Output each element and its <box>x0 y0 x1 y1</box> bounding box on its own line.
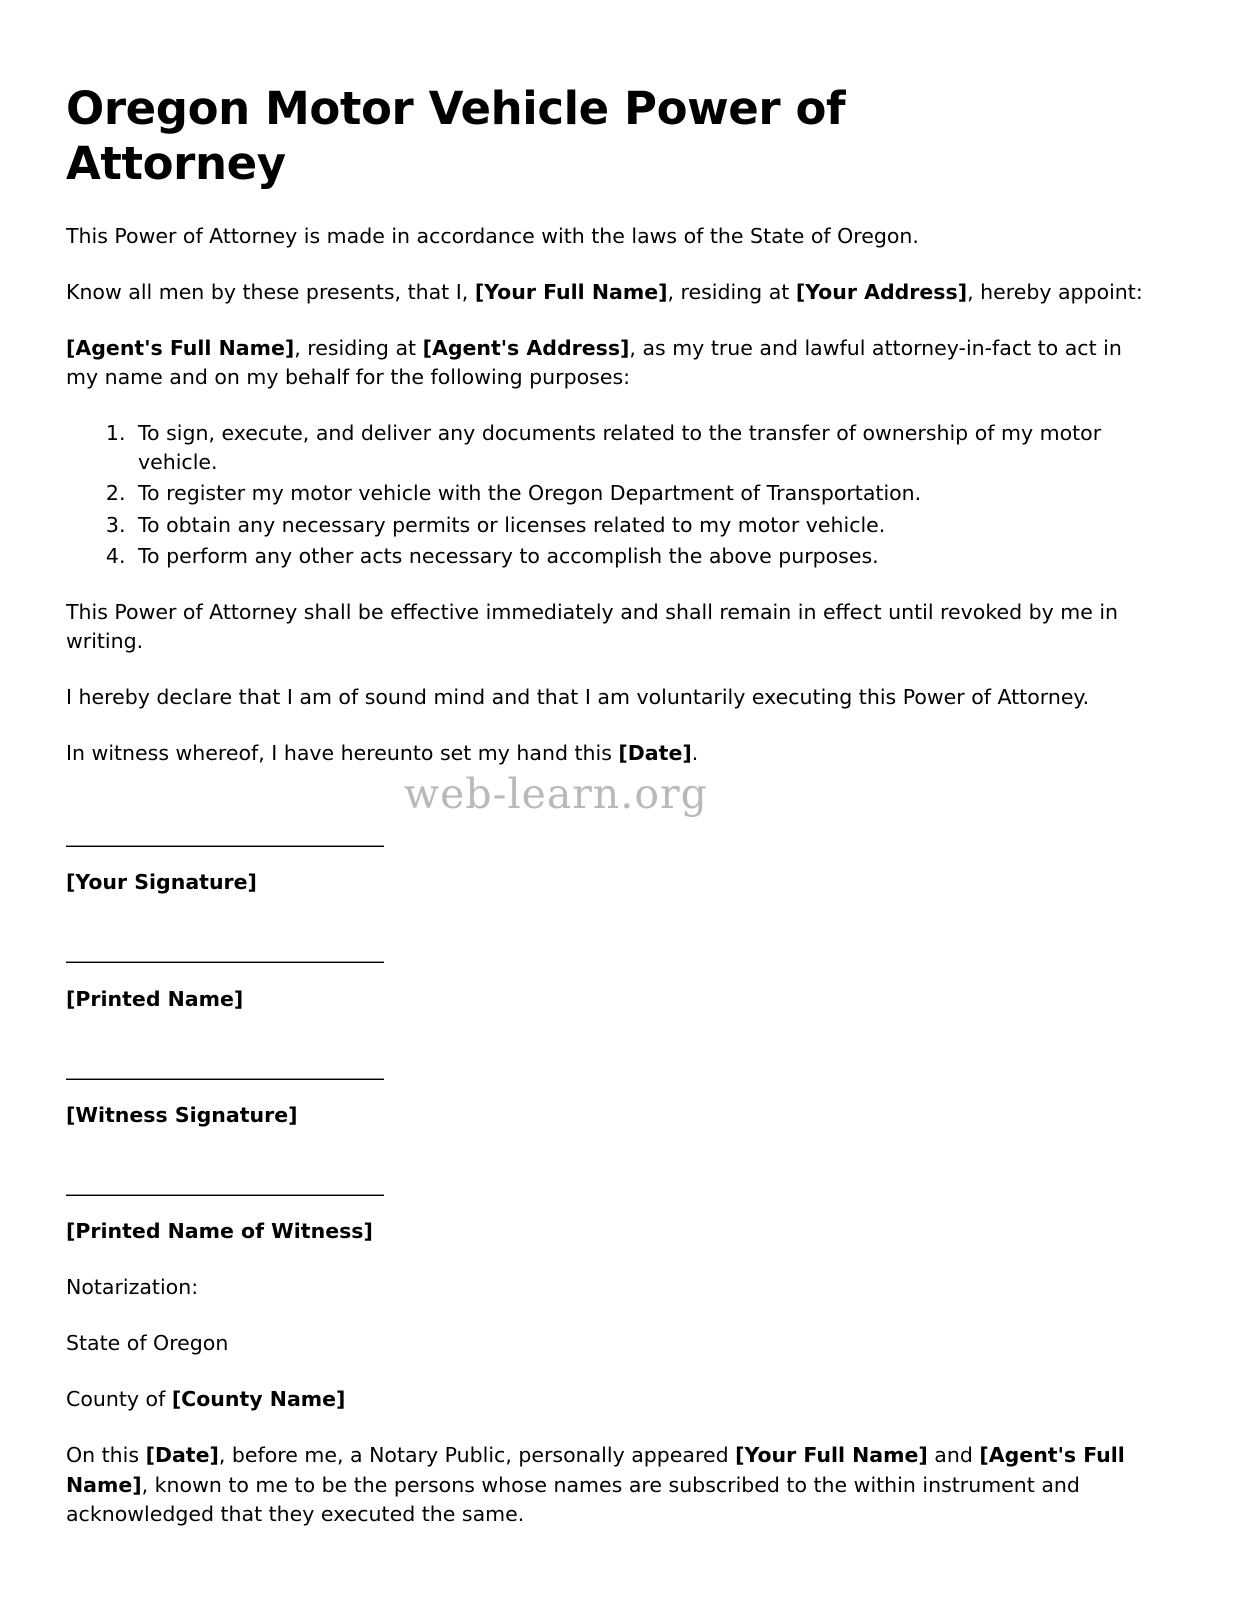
signature-block-printed-name-witness <box>66 1170 1169 1246</box>
list-item: 2. To register my motor vehicle with the Oregon Department of Transportation. <box>132 479 1169 508</box>
grantor-text-2: , residing at <box>667 279 796 304</box>
notarization-statement <box>66 1441 1156 1528</box>
agent-paragraph <box>66 334 1156 392</box>
grantor-paragraph <box>66 278 1156 307</box>
notary-text-2: , before me, a Notary Public, personally appeared <box>218 1443 736 1468</box>
declaration-clause-paragraph: I hereby declare that I am of sound mind and that I am voluntarily executing this Power of Attorney. <box>66 684 1090 709</box>
notarization-county-line <box>66 1385 1156 1414</box>
notary-grantor-name-placeholder: [Your Full Name] <box>735 1443 928 1468</box>
signature-label: [Printed Name of Witness] <box>66 1218 373 1243</box>
agent-text-1: , residing at <box>294 336 423 360</box>
notary-text-3: and <box>927 1443 980 1468</box>
list-item: 3. To obtain any necessary permits or licenses related to my motor vehicle. <box>132 511 1169 540</box>
county-label: County of <box>66 1387 172 1412</box>
grantor-text-1: Know all men by these presents, that I, <box>66 279 475 304</box>
signature-block-printed-name <box>66 937 1169 1013</box>
witness-clause-paragraph <box>66 739 1156 768</box>
agent-name-placeholder: [Agent's Full Name] <box>66 336 295 360</box>
notarization-state-line: State of Oregon <box>66 1331 229 1356</box>
signature-label: [Printed Name] <box>66 986 244 1011</box>
agent-text-2: , as my true and lawful attorney-in-fact to act in my name and on my behalf for the following purposes: <box>66 336 1122 390</box>
site-watermark: web-learn.org <box>404 770 708 818</box>
list-item: 4. To perform any other acts necessary to accomplish the above purposes. <box>132 542 1169 571</box>
witness-date-placeholder: [Date] <box>618 741 692 766</box>
signature-rule: _______________________________ <box>66 1171 384 1196</box>
signature-block-witness-signature <box>66 1054 1169 1130</box>
agent-address-placeholder: [Agent's Address] <box>422 336 630 360</box>
effective-clause-paragraph: This Power of Attorney shall be effective immediately and shall remain in effect until revoked by me in writing. <box>66 599 1119 653</box>
list-item: 1. To sign, execute, and deliver any documents related to the transfer of ownership of my motor vehicle. <box>132 419 1169 477</box>
notary-text-4: , known to me to be the persons whose names are subscribed to the within instrument and acknowledged that they executed the same. <box>66 1472 1080 1526</box>
grantor-address-placeholder: [Your Address] <box>795 279 968 304</box>
signature-rule: _______________________________ <box>66 823 384 848</box>
signature-label: [Witness Signature] <box>66 1102 298 1127</box>
county-name-placeholder: [County Name] <box>171 1387 346 1412</box>
notary-agent-name-placeholder: [Agent's Full Name] <box>66 1443 1125 1497</box>
witness-text-2: . <box>691 741 699 766</box>
document-content <box>66 82 1169 1529</box>
notarization-heading: Notarization: <box>66 1275 199 1300</box>
signature-block-your-signature <box>66 821 1169 897</box>
signature-label: [Your Signature] <box>66 870 257 895</box>
signature-rule: _______________________________ <box>66 1055 384 1080</box>
notary-date-placeholder: [Date] <box>145 1443 219 1468</box>
grantor-name-placeholder: [Your Full Name] <box>474 279 668 304</box>
witness-text-1: In witness whereof, I have hereunto set my hand this <box>66 741 619 766</box>
intro-paragraph: This Power of Attorney is made in accordance with the laws of the State of Oregon. <box>66 223 919 248</box>
purposes-list <box>66 419 1169 571</box>
signature-rule: _______________________________ <box>66 939 384 964</box>
signature-section-spacer <box>66 795 1169 821</box>
grantor-text-3: , hereby appoint: <box>967 279 1143 304</box>
page-title: Oregon Motor Vehicle Power of Attorney <box>66 82 846 190</box>
notary-text-1: On this <box>66 1443 146 1468</box>
